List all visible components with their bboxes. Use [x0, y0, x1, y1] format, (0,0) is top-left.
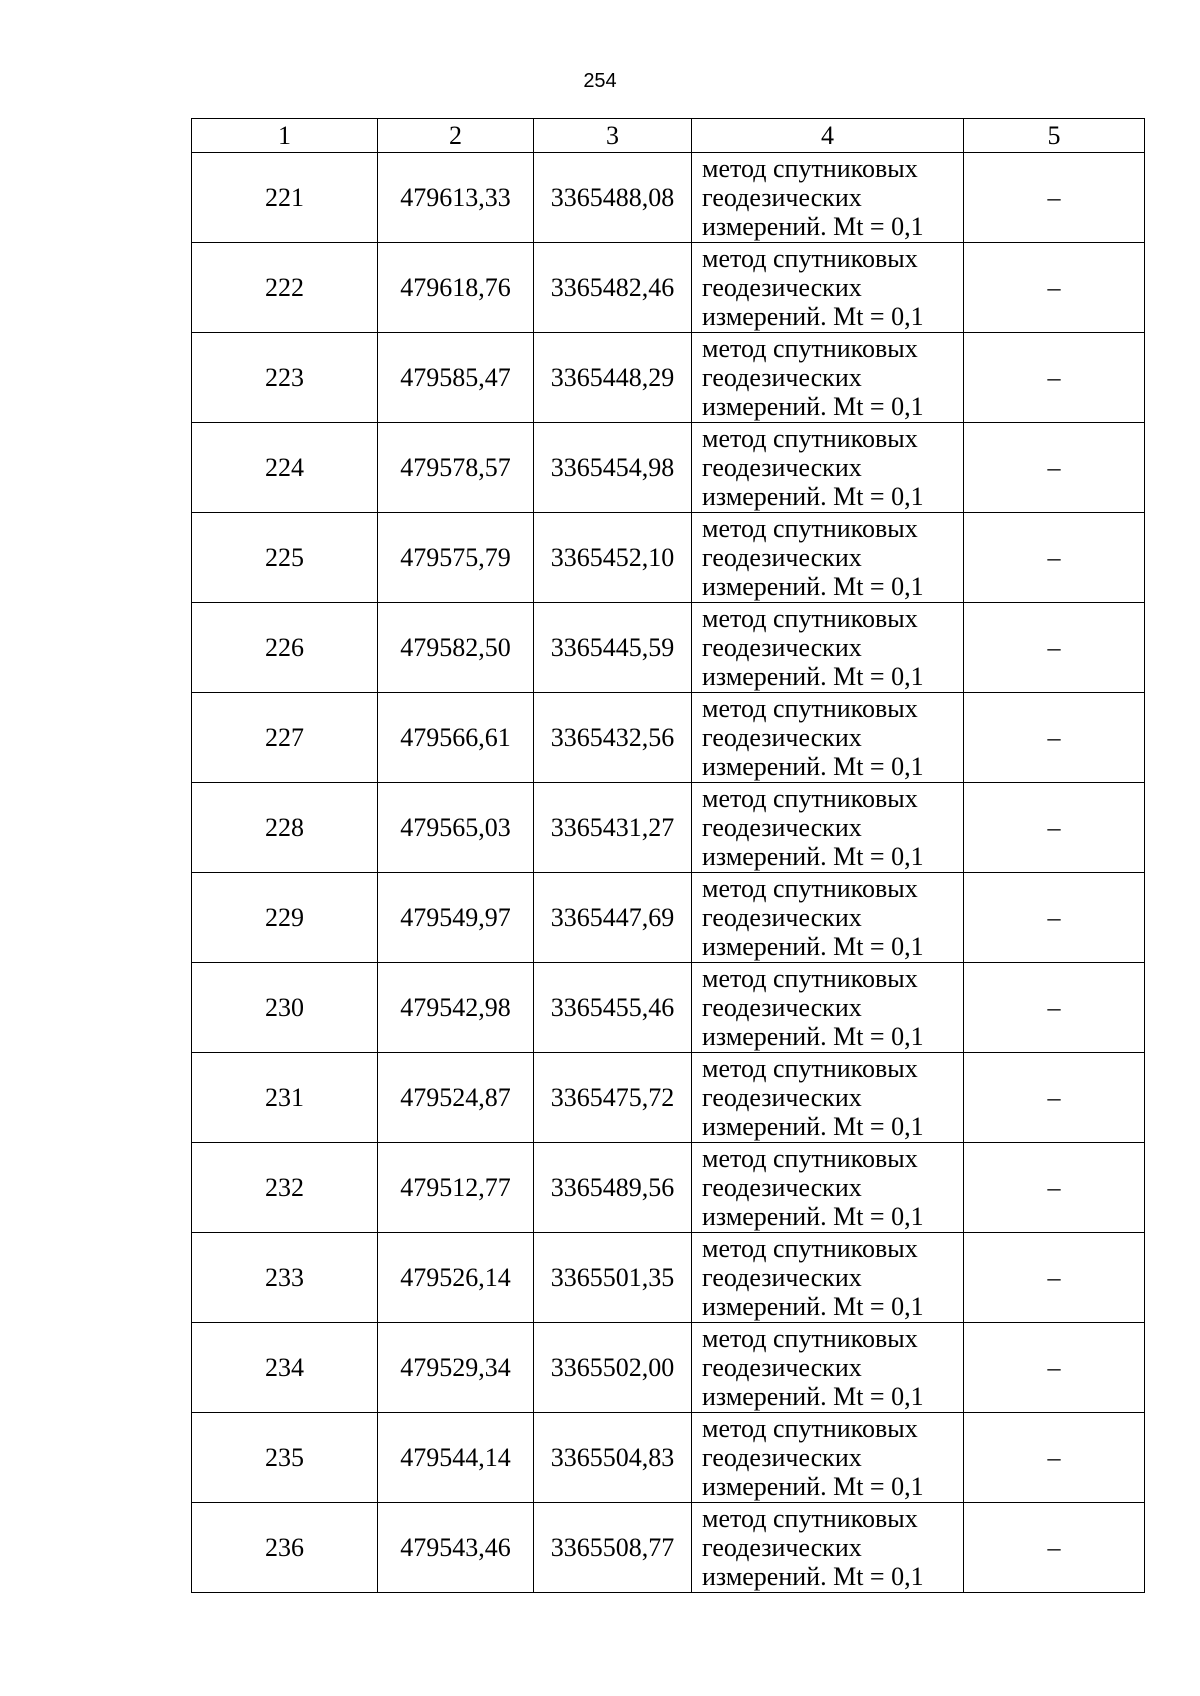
table-row: [192, 963, 1145, 1053]
table-row: [192, 243, 1145, 333]
y-coordinate-cell: 3365454,98: [534, 423, 692, 513]
method-text-line: метод спутниковых: [702, 334, 918, 363]
note-cell: –: [964, 243, 1145, 333]
note-cell: –: [964, 423, 1145, 513]
method-text-line: измерений. Mt = 0,1: [702, 842, 924, 871]
point-number-cell: 232: [192, 1143, 378, 1233]
table-row: [192, 153, 1145, 243]
method-cell: [692, 333, 964, 423]
point-number-cell: 230: [192, 963, 378, 1053]
method-cell: [692, 1413, 964, 1503]
method-cell: [692, 1323, 964, 1413]
method-cell: [692, 153, 964, 243]
x-coordinate-cell: 479575,79: [378, 513, 534, 603]
method-text-line: геодезических: [702, 183, 862, 212]
x-coordinate-cell: 479566,61: [378, 693, 534, 783]
method-text-line: метод спутниковых: [702, 1234, 918, 1263]
method-text-line: измерений. Mt = 0,1: [702, 1112, 924, 1141]
method-text-line: измерений. Mt = 0,1: [702, 302, 924, 331]
point-number-cell: 223: [192, 333, 378, 423]
method-text-line: метод спутниковых: [702, 604, 918, 633]
note-cell: –: [964, 153, 1145, 243]
method-text-line: геодезических: [702, 543, 862, 572]
method-text-line: метод спутниковых: [702, 694, 918, 723]
table-row: [192, 1413, 1145, 1503]
note-cell: –: [964, 783, 1145, 873]
method-cell: [692, 603, 964, 693]
method-text-line: метод спутниковых: [702, 244, 918, 273]
x-coordinate-cell: 479512,77: [378, 1143, 534, 1233]
y-coordinate-cell: 3365475,72: [534, 1053, 692, 1143]
method-text-line: метод спутниковых: [702, 154, 918, 183]
method-text-line: геодезических: [702, 453, 862, 482]
table-row: [192, 783, 1145, 873]
table-row: [192, 693, 1145, 783]
method-text-line: геодезических: [702, 633, 862, 662]
x-coordinate-cell: 479585,47: [378, 333, 534, 423]
method-cell: [692, 1233, 964, 1323]
column-header-5: 5: [964, 119, 1145, 153]
method-text-line: измерений. Mt = 0,1: [702, 212, 924, 241]
table-row: [192, 423, 1145, 513]
y-coordinate-cell: 3365502,00: [534, 1323, 692, 1413]
note-cell: –: [964, 873, 1145, 963]
method-cell: [692, 1143, 964, 1233]
method-text-line: измерений. Mt = 0,1: [702, 392, 924, 421]
method-text-line: измерений. Mt = 0,1: [702, 752, 924, 781]
x-coordinate-cell: 479524,87: [378, 1053, 534, 1143]
y-coordinate-cell: 3365448,29: [534, 333, 692, 423]
x-coordinate-cell: 479529,34: [378, 1323, 534, 1413]
y-coordinate-cell: 3365447,69: [534, 873, 692, 963]
x-coordinate-cell: 479544,14: [378, 1413, 534, 1503]
column-header-3: 3: [534, 119, 692, 153]
method-text-line: метод спутниковых: [702, 424, 918, 453]
header-row: [192, 119, 1145, 153]
method-text-line: метод спутниковых: [702, 784, 918, 813]
table-row: [192, 1503, 1145, 1593]
table-header: [192, 119, 1145, 153]
method-text-line: геодезических: [702, 1083, 862, 1112]
method-text-line: геодезических: [702, 993, 862, 1022]
method-text-line: измерений. Mt = 0,1: [702, 1382, 924, 1411]
table-row: [192, 603, 1145, 693]
column-header-2: 2: [378, 119, 534, 153]
point-number-cell: 227: [192, 693, 378, 783]
column-header-4: 4: [692, 119, 964, 153]
method-text-line: геодезических: [702, 723, 862, 752]
method-text-line: метод спутниковых: [702, 1504, 918, 1533]
method-cell: [692, 963, 964, 1053]
page-number: 254: [583, 70, 617, 92]
y-coordinate-cell: 3365455,46: [534, 963, 692, 1053]
method-text-line: геодезических: [702, 1353, 862, 1382]
method-text-line: метод спутниковых: [702, 1414, 918, 1443]
column-header-1: 1: [192, 119, 378, 153]
method-text-line: метод спутниковых: [702, 964, 918, 993]
method-text-line: метод спутниковых: [702, 1324, 918, 1353]
point-number-cell: 236: [192, 1503, 378, 1593]
method-cell: [692, 873, 964, 963]
point-number-cell: 224: [192, 423, 378, 513]
method-text-line: метод спутниковых: [702, 1144, 918, 1173]
y-coordinate-cell: 3365489,56: [534, 1143, 692, 1233]
method-cell: [692, 1503, 964, 1593]
table-row: [192, 333, 1145, 423]
method-text-line: измерений. Mt = 0,1: [702, 932, 924, 961]
method-text-line: геодезических: [702, 1533, 862, 1562]
method-text-line: геодезических: [702, 1173, 862, 1202]
note-cell: –: [964, 1233, 1145, 1323]
table-row: [192, 513, 1145, 603]
y-coordinate-cell: 3365501,35: [534, 1233, 692, 1323]
x-coordinate-cell: 479618,76: [378, 243, 534, 333]
x-coordinate-cell: 479613,33: [378, 153, 534, 243]
note-cell: –: [964, 603, 1145, 693]
note-cell: –: [964, 1413, 1145, 1503]
note-cell: –: [964, 963, 1145, 1053]
point-number-cell: 225: [192, 513, 378, 603]
table-row: [192, 1143, 1145, 1233]
method-text-line: измерений. Mt = 0,1: [702, 1292, 924, 1321]
x-coordinate-cell: 479526,14: [378, 1233, 534, 1323]
method-text-line: геодезических: [702, 363, 862, 392]
point-number-cell: 229: [192, 873, 378, 963]
table-row: [192, 1233, 1145, 1323]
method-cell: [692, 783, 964, 873]
method-text-line: геодезических: [702, 903, 862, 932]
table-row: [192, 1053, 1145, 1143]
method-cell: [692, 693, 964, 783]
note-cell: –: [964, 1053, 1145, 1143]
y-coordinate-cell: 3365452,10: [534, 513, 692, 603]
y-coordinate-cell: 3365508,77: [534, 1503, 692, 1593]
point-number-cell: 234: [192, 1323, 378, 1413]
y-coordinate-cell: 3365504,83: [534, 1413, 692, 1503]
note-cell: –: [964, 1143, 1145, 1233]
method-text-line: измерений. Mt = 0,1: [702, 572, 924, 601]
method-text-line: метод спутниковых: [702, 1054, 918, 1083]
note-cell: –: [964, 513, 1145, 603]
note-cell: –: [964, 1323, 1145, 1413]
method-text-line: геодезических: [702, 1443, 862, 1472]
table-row: [192, 1323, 1145, 1413]
y-coordinate-cell: 3365445,59: [534, 603, 692, 693]
method-cell: [692, 423, 964, 513]
point-number-cell: 231: [192, 1053, 378, 1143]
x-coordinate-cell: 479565,03: [378, 783, 534, 873]
point-number-cell: 226: [192, 603, 378, 693]
note-cell: –: [964, 1503, 1145, 1593]
method-text-line: метод спутниковых: [702, 514, 918, 543]
x-coordinate-cell: 479582,50: [378, 603, 534, 693]
table-body: [192, 153, 1145, 1593]
method-text-line: измерений. Mt = 0,1: [702, 662, 924, 691]
point-number-cell: 228: [192, 783, 378, 873]
point-number-cell: 221: [192, 153, 378, 243]
method-text-line: метод спутниковых: [702, 874, 918, 903]
method-text-line: геодезических: [702, 813, 862, 842]
y-coordinate-cell: 3365482,46: [534, 243, 692, 333]
x-coordinate-cell: 479549,97: [378, 873, 534, 963]
method-cell: [692, 513, 964, 603]
point-number-cell: 233: [192, 1233, 378, 1323]
method-text-line: геодезических: [702, 1263, 862, 1292]
y-coordinate-cell: 3365431,27: [534, 783, 692, 873]
method-text-line: измерений. Mt = 0,1: [702, 1562, 924, 1591]
x-coordinate-cell: 479542,98: [378, 963, 534, 1053]
method-text-line: измерений. Mt = 0,1: [702, 1472, 924, 1501]
method-text-line: геодезических: [702, 273, 862, 302]
method-text-line: измерений. Mt = 0,1: [702, 1022, 924, 1051]
coordinates-table: [191, 118, 1145, 1593]
table-row: [192, 873, 1145, 963]
method-cell: [692, 243, 964, 333]
y-coordinate-cell: 3365432,56: [534, 693, 692, 783]
point-number-cell: 222: [192, 243, 378, 333]
note-cell: –: [964, 693, 1145, 783]
y-coordinate-cell: 3365488,08: [534, 153, 692, 243]
note-cell: –: [964, 333, 1145, 423]
method-cell: [692, 1053, 964, 1143]
method-text-line: измерений. Mt = 0,1: [702, 1202, 924, 1231]
x-coordinate-cell: 479543,46: [378, 1503, 534, 1593]
x-coordinate-cell: 479578,57: [378, 423, 534, 513]
point-number-cell: 235: [192, 1413, 378, 1503]
method-text-line: измерений. Mt = 0,1: [702, 482, 924, 511]
